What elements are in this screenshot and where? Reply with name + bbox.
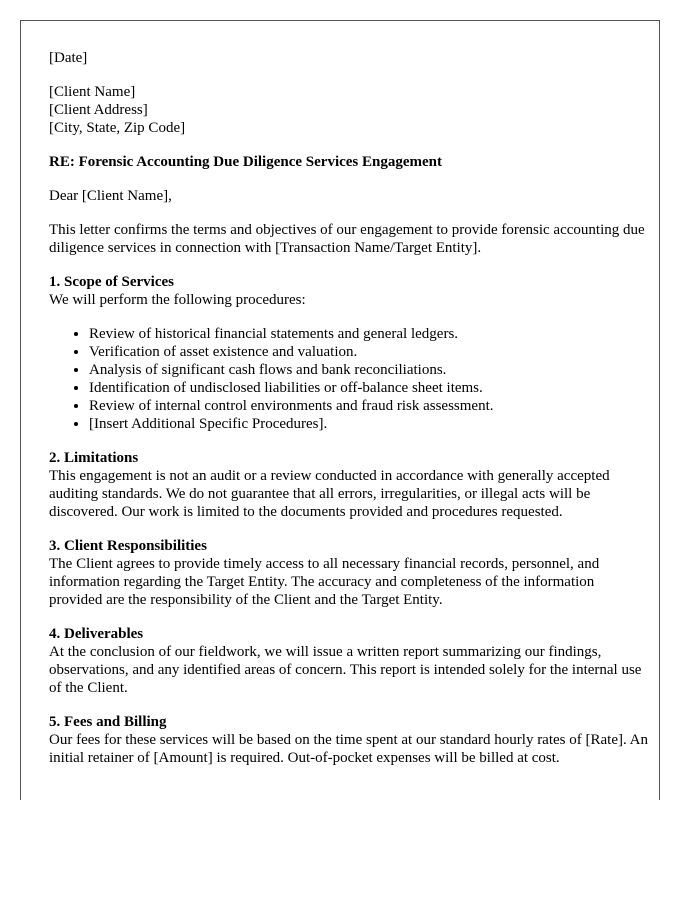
section-title: 3. Client Responsibilities [49,538,207,554]
section-client-responsibilities [49,537,649,609]
client-city-state-zip: [City, State, Zip Code] [49,120,186,136]
list-item: • Identification of undisclosed liabilities or off-balance sheet items. [89,379,649,397]
re-line: RE: Forensic Accounting Due Diligence Services Engagement [49,154,443,170]
section-fees-and-billing [49,713,649,767]
list-item: • Review of internal control environments and fraud risk assessment. [89,397,649,415]
client-address-block [49,83,649,137]
section-body: The Client agrees to provide timely access to all necessary financial records, personnel, and information regarding the Target Entity. The accuracy and completeness of the information provided are the responsibility of the Client and the Target Entity. [49,556,600,608]
section-title: 2. Limitations [49,450,139,466]
letter-page [20,20,660,800]
section-scope-of-services [49,273,649,433]
client-name: [Client Name] [49,84,136,100]
salutation: Dear [Client Name], [49,188,172,204]
section-body: We will perform the following procedures: [49,292,306,308]
list-item: • Review of historical financial statements and general ledgers. [89,325,649,343]
list-item: • [Insert Additional Specific Procedures]. [89,415,649,433]
section-title: 5. Fees and Billing [49,714,167,730]
letter-date: [Date] [49,50,88,66]
section-body: This engagement is not an audit or a review conducted in accordance with generally accepted auditing standards. We do not guarantee that all errors, irregularities, or illegal acts will be discovered. Our work is limited to the documents provided and procedures requested. [49,468,610,520]
procedures-list [49,325,649,433]
letter-content [49,49,649,783]
intro-paragraph: This letter confirms the terms and objectives of our engagement to provide forensic accounting due diligence services in connection with [Transaction Name/Target Entity]. [49,222,645,256]
section-deliverables [49,625,649,697]
list-item: • Analysis of significant cash flows and bank reconciliations. [89,361,649,379]
section-body: Our fees for these services will be based on the time spent at our standard hourly rates of [Rate]. An initial retainer of [Amount] is required. Out-of-pocket expenses will be billed at cost. [49,732,648,766]
client-address: [Client Address] [49,102,148,118]
section-limitations [49,449,649,521]
section-title: 4. Deliverables [49,626,144,642]
section-body: At the conclusion of our fieldwork, we will issue a written report summarizing our findings, observations, and any identified areas of concern. This report is intended solely for the internal use of the Client. [49,644,642,696]
list-item: • Verification of asset existence and valuation. [89,343,649,361]
section-title: 1. Scope of Services [49,274,174,290]
